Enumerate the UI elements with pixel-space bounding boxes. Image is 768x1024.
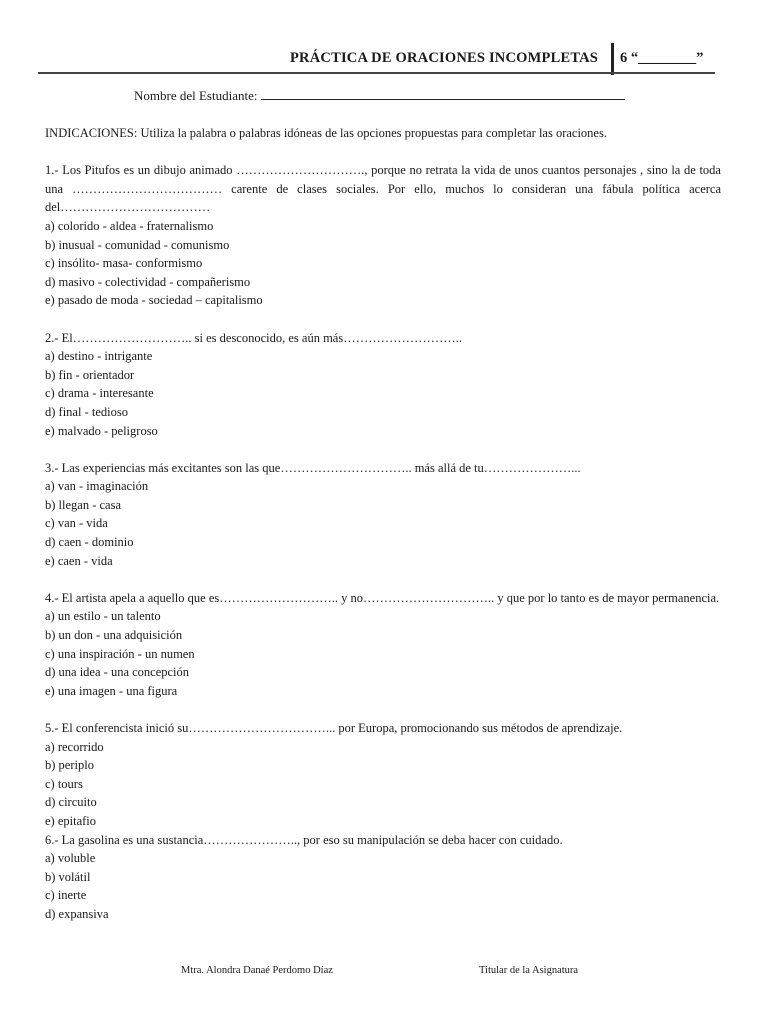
option: b) llegan - casa xyxy=(45,497,122,512)
option: b) periplo xyxy=(45,758,94,773)
option: b) fin - orientador xyxy=(45,367,135,382)
option: d) una idea - una concepción xyxy=(45,665,190,680)
option: b) un don - una adquisición xyxy=(45,628,183,643)
question-3: 3.- Las experiencias más excitantes son las que………………………….. más allá de tu…………………... xyxy=(45,460,581,475)
option: e) malvado - peligroso xyxy=(45,423,158,438)
question-2: 2.- El……………………….. si es desconocido, es aún más……………………….. xyxy=(45,330,462,345)
grade-field: 6 “________” xyxy=(620,50,704,66)
header-divider xyxy=(611,43,614,75)
option: d) masivo - colectividad - compañerismo xyxy=(45,274,251,289)
option: e) epitafio xyxy=(45,813,97,828)
option: d) expansiva xyxy=(45,906,109,921)
option: a) recorrido xyxy=(45,739,104,754)
option: e) caen - vida xyxy=(45,553,113,568)
option: c) inerte xyxy=(45,888,87,903)
option: b) inusual - comunidad - comunismo xyxy=(45,237,230,252)
option: d) final - tedioso xyxy=(45,404,128,419)
option: a) van - imaginación xyxy=(45,479,149,494)
option: c) drama - interesante xyxy=(45,386,154,401)
option: c) una inspiración - un numen xyxy=(45,646,195,661)
option: d) caen - dominio xyxy=(45,535,134,550)
option: c) insólito- masa- conformismo xyxy=(45,256,203,271)
option: b) volátil xyxy=(45,869,91,884)
option: a) destino - intrigante xyxy=(45,349,153,364)
page-title: PRÁCTICA DE ORACIONES INCOMPLETAS xyxy=(290,50,599,66)
option: a) voluble xyxy=(45,851,96,866)
option: e) una imagen - una figura xyxy=(45,683,178,698)
question-4: 4.- El artista apela a aquello que es……………………….. y no………………………….. y que por lo tanto es de mayor permanencia. xyxy=(45,590,720,605)
option: a) un estilo - un talento xyxy=(45,609,161,624)
student-name-label: Nombre del Estudiante: xyxy=(134,88,258,103)
option: a) colorido - aldea - fraternalismo xyxy=(45,218,214,233)
teacher-role: Titular de la Asignatura xyxy=(479,965,579,976)
student-name-line[interactable] xyxy=(261,88,625,100)
question-5: 5.- El conferencista inició su……………………………... por Europa, promocionando sus métodos de aprendizaje. xyxy=(45,721,623,735)
instructions: INDICACIONES: Utiliza la palabra o palabras idóneas de las opciones propuestas para completar las oraciones. xyxy=(45,126,607,140)
question-6: 6.- La gasolina es una sustancia………………….., por eso su manipulación se deba hacer con cuidado. xyxy=(45,832,563,847)
worksheet-body xyxy=(45,124,721,924)
option: c) tours xyxy=(45,776,83,791)
option: d) circuito xyxy=(45,795,97,810)
header-rule xyxy=(38,72,715,74)
question-1: 1.- Los Pitufos es un dibujo animado …………………………., porque no retrata la vida de unos cuantos personajes , sino la de toda una ……………………………… carente de clases sociales. Por ello, muchos lo consideran una fábula política acerca del……………………………… xyxy=(45,163,721,215)
teacher-name: Mtra. Alondra Danaé Perdomo Díaz xyxy=(181,965,333,976)
student-name-row xyxy=(134,88,625,104)
option: e) pasado de moda - sociedad – capitalismo xyxy=(45,293,263,308)
option: c) van - vida xyxy=(45,516,108,531)
